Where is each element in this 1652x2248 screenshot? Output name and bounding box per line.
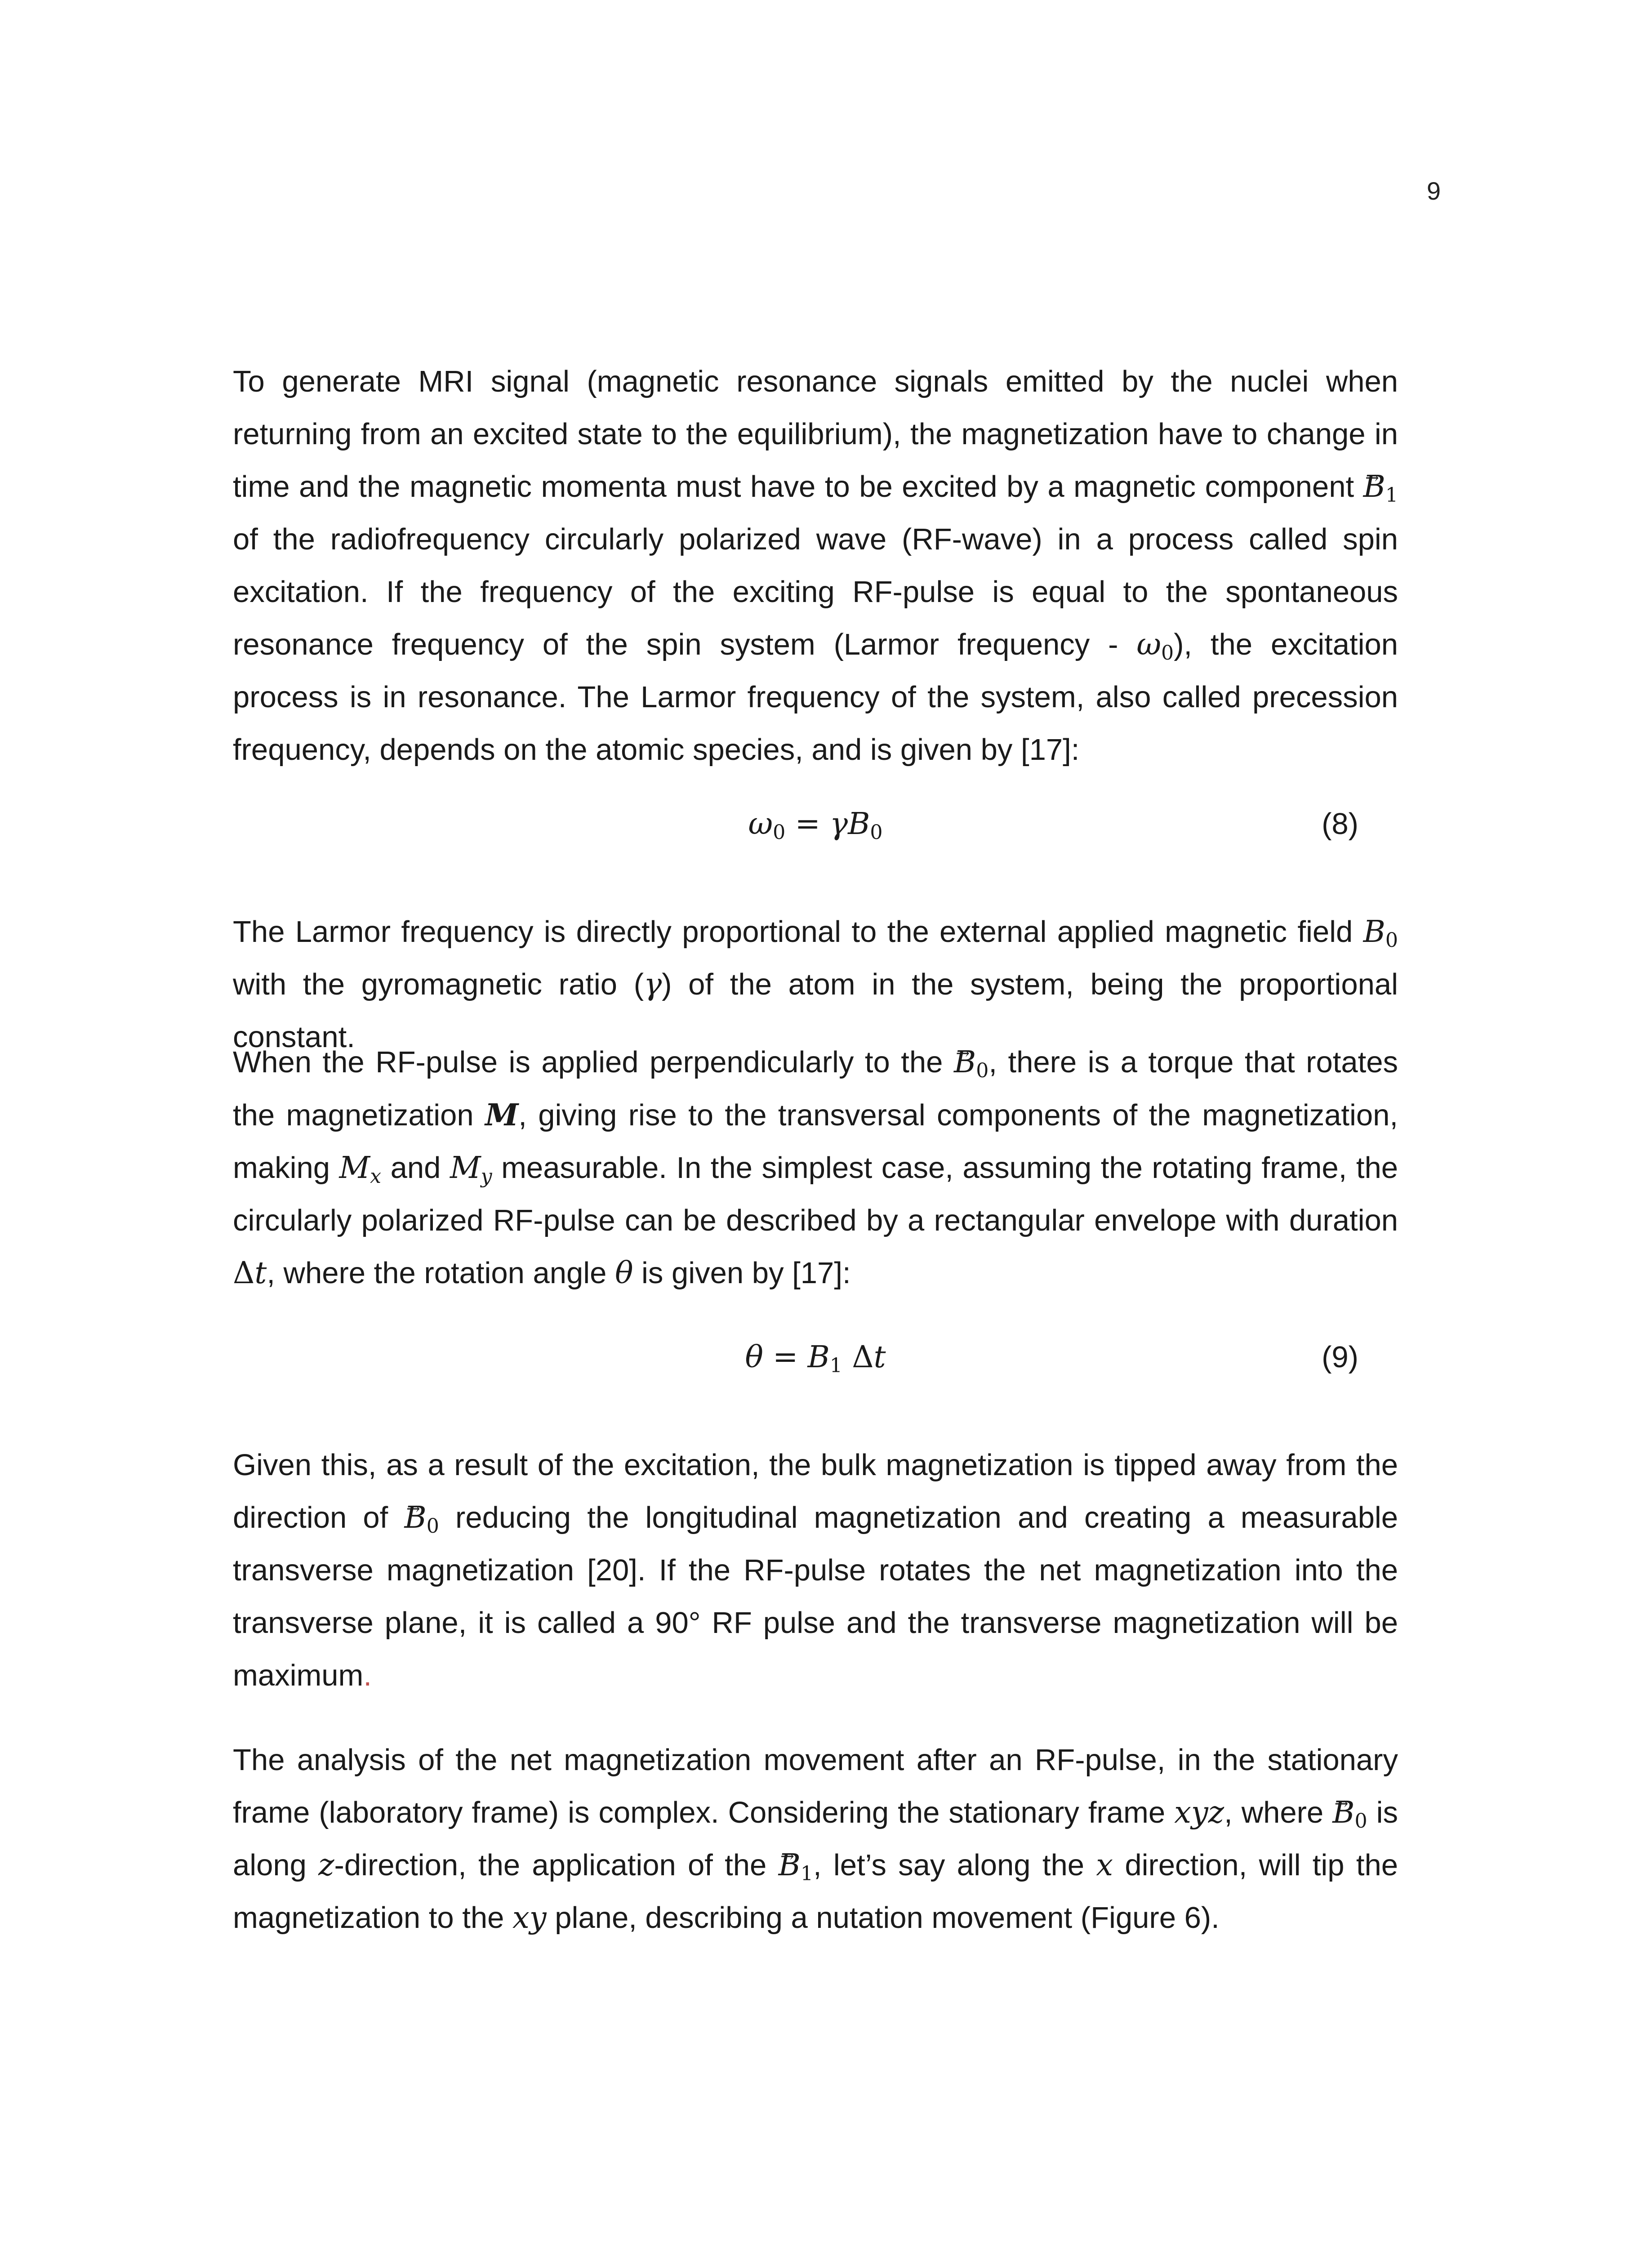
paragraph-net-magnetization (233, 1734, 1398, 1944)
math-b0: $B_0$ (1363, 914, 1398, 952)
math-omega0: $\omega_0$ (1136, 627, 1174, 665)
p4-text-b: reducing the longitudinal magnetization and creating a measurable transverse magnetization [20]. If the RF-pulse rotates the net magnetization into the transverse plane, it is called a 90° RF pulse and the transverse magnetization will be maximum (233, 1501, 1398, 1692)
equation-9 (233, 1331, 1398, 1383)
p5-text-g: plane, describing a nutation movement (Figure 6). (546, 1901, 1220, 1935)
equation-9-body: $\theta = B_1$ Δt (745, 1339, 886, 1378)
math-gamma: γ (644, 967, 662, 1002)
p4-text-a: Given this, as a result of the excitation, the bulk magnetization is tipped away from the direction of (233, 1448, 1398, 1534)
math-delta-t: Δt (233, 1255, 267, 1290)
p1-text-c: ), the excitation process is in resonance. The Larmor frequency of the system, also called precession frequency, depends on the atomic species, and is given by [17]: (233, 628, 1398, 767)
p2-text-a: The Larmor frequency is directly proportional to the external applied magnetic field (233, 915, 1363, 949)
paragraph-mri-signal (233, 355, 1398, 776)
paragraph-rf-pulse (233, 1036, 1398, 1299)
p3-text-e: measurable. In the simplest case, assuming the rotating frame, the circularly polarized RF-pulse can be described by a rectangular envelope with duration (233, 1151, 1398, 1237)
p3-text-g: is given by [17]: (633, 1256, 851, 1290)
p1-text-a: To generate MRI signal (magnetic resonance signals emitted by the nuclei when returning from an excited state to the equilibrium), the magnetization have to change in time and the magnetic momenta must have to be excited by a magnetic component (233, 365, 1398, 504)
equation-8-number: (8) (1322, 807, 1358, 841)
math-theta: θ (615, 1255, 633, 1290)
p3-text-d: and (381, 1151, 450, 1185)
p3-text-c: , giving rise to the transversal components of the magnetization, making (233, 1098, 1398, 1185)
p5-text-a: The analysis of the net magnetization movement after an RF-pulse, in the stationary frame (laboratory frame) is complex. Considering the stationary frame (233, 1743, 1398, 1829)
p3-text-f: , where the rotation angle (267, 1256, 615, 1290)
math-b0-vector-2: → $B_0$ (404, 1500, 439, 1535)
math-m-bold: M (485, 1097, 519, 1133)
math-mx: $M_x$ (339, 1150, 382, 1188)
equation-8 (233, 798, 1398, 850)
p5-text-b: , where (1224, 1796, 1333, 1829)
math-b1-vector: → $B_1$ (1363, 469, 1398, 504)
p5-text-e: , let’s say along the (813, 1848, 1096, 1882)
equation-8-body: $\omega_0 = \gamma B_0$ (748, 806, 883, 844)
math-xy: xy (512, 1900, 547, 1935)
math-x: x (1096, 1847, 1113, 1882)
p5-text-f: direction, will tip the magnetization to the (233, 1848, 1398, 1935)
math-b0-vector: → $B_0$ (954, 1044, 989, 1079)
p3-text-b: , there is a torque that rotates the magnetization (233, 1045, 1398, 1132)
math-z: z (318, 1847, 334, 1882)
equation-9-number: (9) (1322, 1340, 1358, 1374)
math-b1-vector-2: → $B_1$ (779, 1847, 813, 1882)
p2-text-c: ) of the atom in the system, being the proportional constant. (233, 968, 1398, 1054)
p5-text-c: is along (233, 1796, 1398, 1882)
p3-text-a: When the RF-pulse is applied perpendicularly to the (233, 1045, 954, 1079)
p4-final-period: . (363, 1659, 372, 1692)
math-xyz: xyz (1174, 1795, 1225, 1830)
paragraph-excitation-result (233, 1439, 1398, 1702)
p5-text-d: -direction, the application of the (334, 1848, 779, 1882)
p1-text-b: of the radiofrequency circularly polarized wave (RF-wave) in a process called spin excitation. If the frequency of the exciting RF-pulse is equal to the spontaneous resonance frequency of the spin system (Larmor frequency - (233, 522, 1398, 661)
p2-text-b: with the gyromagnetic ratio ( (233, 968, 644, 1001)
page-number: 9 (1426, 177, 1441, 205)
math-b0-vector-3: → $B_0$ (1332, 1795, 1367, 1830)
math-my: $M_y$ (450, 1150, 492, 1188)
